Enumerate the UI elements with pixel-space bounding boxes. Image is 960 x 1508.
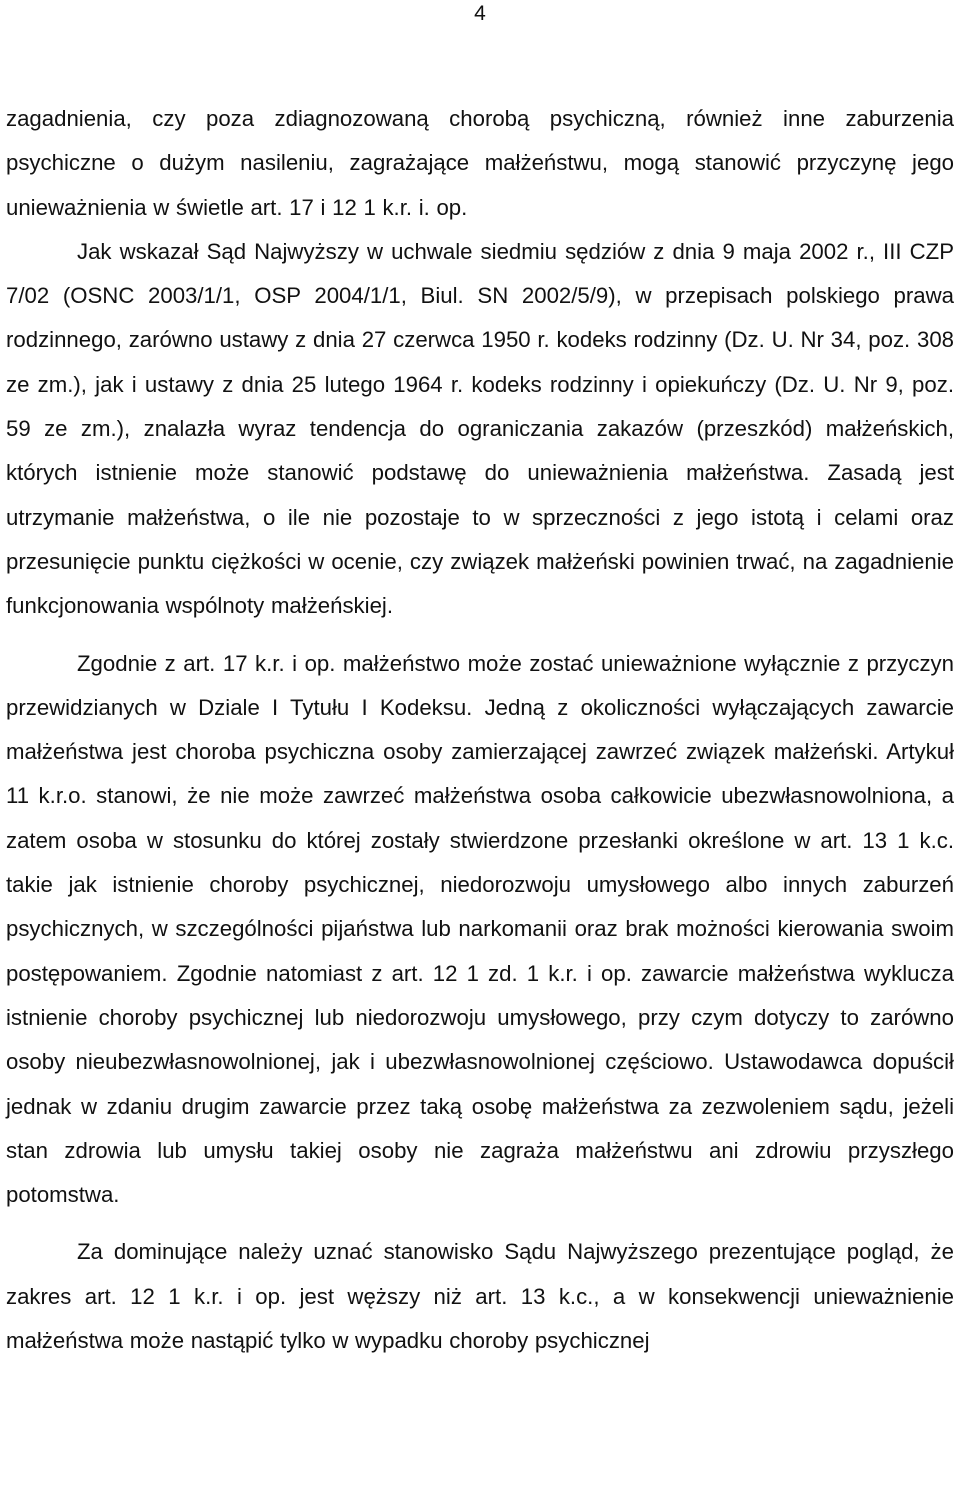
paragraph-gap [6,1217,954,1230]
page-number: 4 [474,2,486,25]
paragraph-continuation: zagadnienia, czy poza zdiagnozowaną chorobą psychiczną, również inne zaburzenia psychiczne o dużym nasileniu, zagrażające małżeństwu, mogą stanowić przyczynę jego unieważnienia w świetle art. 17 i 12 1 k.r. i. op. [6,106,954,220]
document-body [6,97,954,1363]
paragraph-gap [6,629,954,642]
paragraph-supreme-court-resolution: Jak wskazał Sąd Najwyższy w uchwale siedmiu sędziów z dnia 9 maja 2002 r., III CZP 7/02 (OSNC 2003/1/1, OSP 2004/1/1, Biul. SN 2002/5/9), w przepisach polskiego prawa rodzinnego, zarówno ustawy z dnia 27 czerwca 1950 r. kodeks rodzinny (Dz. U. Nr 34, poz. 308 ze zm.), jak i ustawy z dnia 25 lutego 1964 r. kodeks rodzinny i opiekuńczy (Dz. U. Nr 9, poz. 59 ze zm.), znalazła wyraz tendencja do ograniczania zakazów (przeszkód) małżeńskich, których istnienie może stanowić podstawę do unieważnienia małżeństwa. Zasadą jest utrzymanie małżeństwa, o ile nie pozostaje to w sprzeczności z jego istotą i celami oraz przesunięcie punktu ciężkości w ocenie, czy związek małżeński powinien trwać, na zagadnienie funkcjonowania wspólnoty małżeńskiej. [6,238,954,619]
paragraph-dominant-position: Za dominujące należy uznać stanowisko Sądu Najwyższego prezentujące pogląd, że zakres art. 12 1 k.r. i op. jest węższy niż art. 13 k.c., a w konsekwencji unieważnienie małżeństwa może nastąpić tylko w wypadku choroby psychicznej [6,1239,954,1354]
paragraph-article-17: Zgodnie z art. 17 k.r. i op. małżeństwo może zostać unieważnione wyłącznie z przyczyn przewidzianych w Dziale I Tytułu I Kodeksu. Jedną z okoliczności wyłączających zawarcie małżeństwa jest choroba psychiczna osoby zamierzającej zawrzeć związek małżeński. Artykuł 11 k.r.o. stanowi, że nie może zawrzeć małżeństwa osoba całkowicie ubezwłasnowolniona, a zatem osoba w stosunku do której zostały stwierdzone przesłanki określone w art. 13 1 k.c. takie jak istnienie choroby psychicznej, niedorozwoju umysłowego albo innych zaburzeń psychicznych, w szczególności pijaństwa lub narkomanii oraz brak możności kierowania swoim postępowaniem. Zgodnie natomiast z art. 12 1 zd. 1 k.r. i op. zawarcie małżeństwa wyklucza istnienie choroby psychicznej lub niedorozwoju umysłowego, przy czym dotyczy to zarówno osoby nieubezwłasnowolnionej, jak i ubezwłasnowolnionej częściowo. Ustawodawca dopuścił jednak w zdaniu drugim zawarcie przez taką osobę małżeństwa za zezwoleniem sądu, jeżeli stan zdrowia lub umysłu takiej osoby nie zagraża małżeństwu ani zdrowiu przyszłego potomstwa. [6,650,954,1208]
